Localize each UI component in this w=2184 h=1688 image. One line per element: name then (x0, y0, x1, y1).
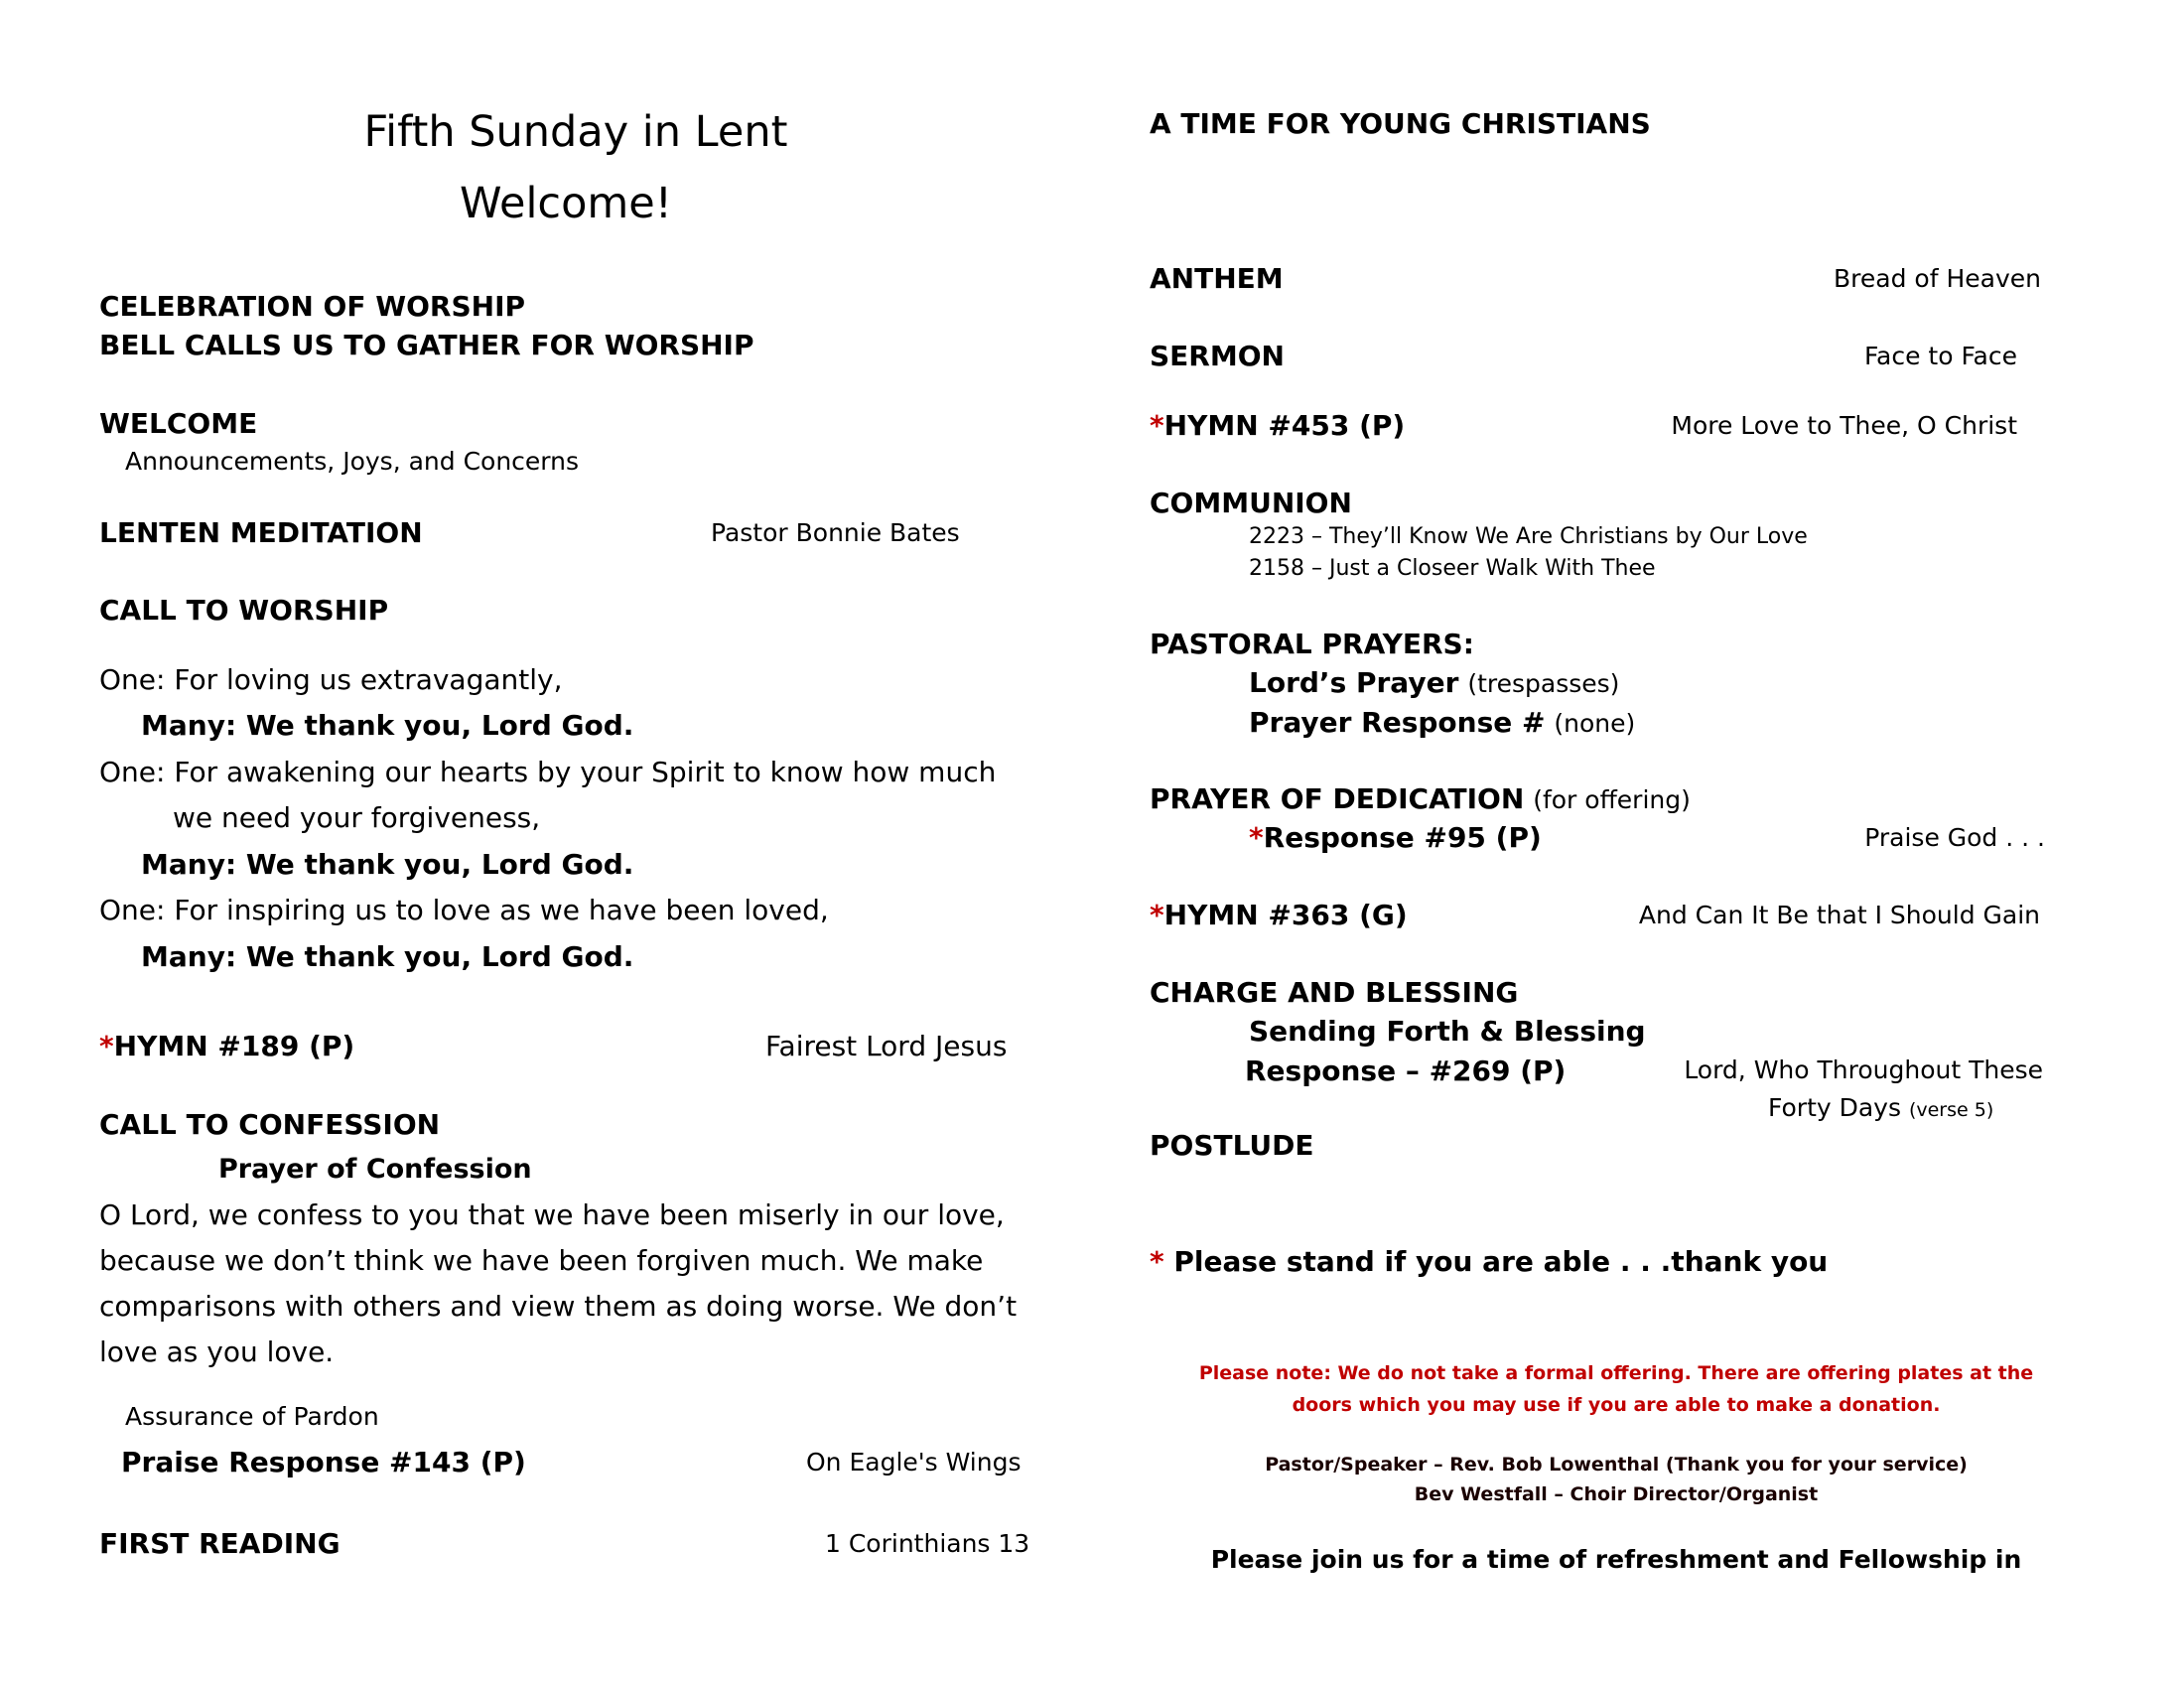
communion-song: 2223 – They’ll Know We Are Christians by Our Love (1249, 524, 1808, 549)
credit-line: Bev Westfall – Choir Director/Organist (1414, 1483, 1819, 1505)
hymn-189-title: Fairest Lord Jesus (765, 1030, 1008, 1062)
prayer-of-confession-heading: Prayer of Confession (218, 1154, 532, 1185)
pastoral-prayers-heading: PASTORAL PRAYERS: (1150, 628, 1474, 660)
sermon-title: Face to Face (1863, 342, 2017, 370)
communion-song: 2158 – Just a Closeer Walk With Thee (1249, 556, 1656, 581)
charge-and-blessing-heading: CHARGE AND BLESSING (1150, 976, 1519, 1009)
stand-marker: * (99, 1030, 114, 1062)
sending-forth-label: Sending Forth & Blessing (1249, 1015, 1646, 1048)
litany-many-line-3: Many: We thank you, Lord God. (141, 940, 634, 973)
stand-marker: * (1249, 821, 1264, 854)
confession-line: love as you love. (99, 1336, 335, 1368)
page-title: Fifth Sunday in Lent (363, 107, 788, 157)
litany-one-line-2-cont: we need your forgiveness, (173, 801, 541, 834)
hymn-363-label: *HYMN #363 (G) (1150, 899, 1408, 931)
communion-heading: COMMUNION (1150, 487, 1352, 519)
offering-note-cont: doors which you may use if you are able to make a donation. (1292, 1394, 1941, 1416)
prayer-response-line: Prayer Response # (none) (1249, 706, 1636, 739)
celebration-heading: CELEBRATION OF WORSHIP (99, 290, 526, 323)
lenten-meditation-leader: Pastor Bonnie Bates (711, 518, 960, 547)
response-269-title: Lord, Who Throughout These (1684, 1055, 2043, 1084)
announcements-text: Announcements, Joys, and Concerns (125, 447, 579, 476)
welcome-heading: WELCOME (99, 407, 258, 440)
credit-line: Pastor/Speaker – Rev. Bob Lowenthal (Thank you for your service) (1265, 1454, 1968, 1476)
litany-one-line-2: One: For awakening our hearts by your Spirit to know how much (99, 756, 997, 788)
sermon-label: SERMON (1150, 340, 1285, 372)
response-269-title-cont: Forty Days (verse 5) (1768, 1093, 1994, 1122)
litany-many-line-1: Many: We thank you, Lord God. (141, 709, 634, 742)
fellowship-invite: Please join us for a time of refreshment and Fellowship in (1210, 1545, 2022, 1574)
confession-line: comparisons with others and view them as doing worse. We don’t (99, 1290, 1018, 1323)
confession-line: O Lord, we confess to you that we have been miserly in our love, (99, 1198, 1005, 1231)
offering-note: Please note: We do not take a formal offering. There are offering plates at the (1198, 1362, 2034, 1384)
confession-line: because we don’t think we have been forgiven much. We make (99, 1244, 984, 1277)
stand-marker: * (1150, 1245, 1164, 1278)
postlude-heading: POSTLUDE (1150, 1129, 1314, 1162)
hymn-189-label: *HYMN #189 (P) (99, 1030, 355, 1062)
response-95-title: Praise God . . . (1864, 823, 2045, 852)
response-269-label: Response – #269 (P) (1245, 1055, 1567, 1087)
anthem-label: ANTHEM (1150, 262, 1284, 295)
hymn-453-title: More Love to Thee, O Christ (1671, 411, 2017, 440)
litany-one-line-3: One: For inspiring us to love as we have been loved, (99, 894, 829, 926)
hymn-363-title: And Can It Be that I Should Gain (1638, 901, 2040, 929)
praise-response-label: Praise Response #143 (P) (121, 1446, 526, 1478)
praise-response-title: On Eagle's Wings (806, 1448, 1022, 1477)
litany-many-line-2: Many: We thank you, Lord God. (141, 848, 634, 881)
young-christians-heading: A TIME FOR YOUNG CHRISTIANS (1150, 107, 1651, 140)
bell-heading: BELL CALLS US TO GATHER FOR WORSHIP (99, 329, 754, 361)
litany-one-line-1: One: For loving us extravagantly, (99, 663, 563, 696)
lords-prayer-line: Lord’s Prayer (trespasses) (1249, 666, 1620, 699)
first-reading-label: FIRST READING (99, 1527, 341, 1560)
call-to-confession-heading: CALL TO CONFESSION (99, 1108, 441, 1141)
stand-marker: * (1150, 899, 1164, 931)
first-reading-reference: 1 Corinthians 13 (825, 1529, 1030, 1558)
stand-marker: * (1150, 409, 1164, 442)
stand-instruction: * Please stand if you are able . . .thank you (1150, 1245, 1829, 1278)
assurance-of-pardon: Assurance of Pardon (125, 1402, 379, 1431)
response-95-label: *Response #95 (P) (1249, 821, 1542, 854)
anthem-title: Bread of Heaven (1834, 264, 2041, 293)
hymn-453-label: *HYMN #453 (P) (1150, 409, 1406, 442)
prayer-of-dedication-line: PRAYER OF DEDICATION (for offering) (1150, 782, 1691, 815)
call-to-worship-heading: CALL TO WORSHIP (99, 594, 389, 627)
lenten-meditation-heading: LENTEN MEDITATION (99, 516, 423, 549)
welcome-title: Welcome! (460, 179, 672, 228)
